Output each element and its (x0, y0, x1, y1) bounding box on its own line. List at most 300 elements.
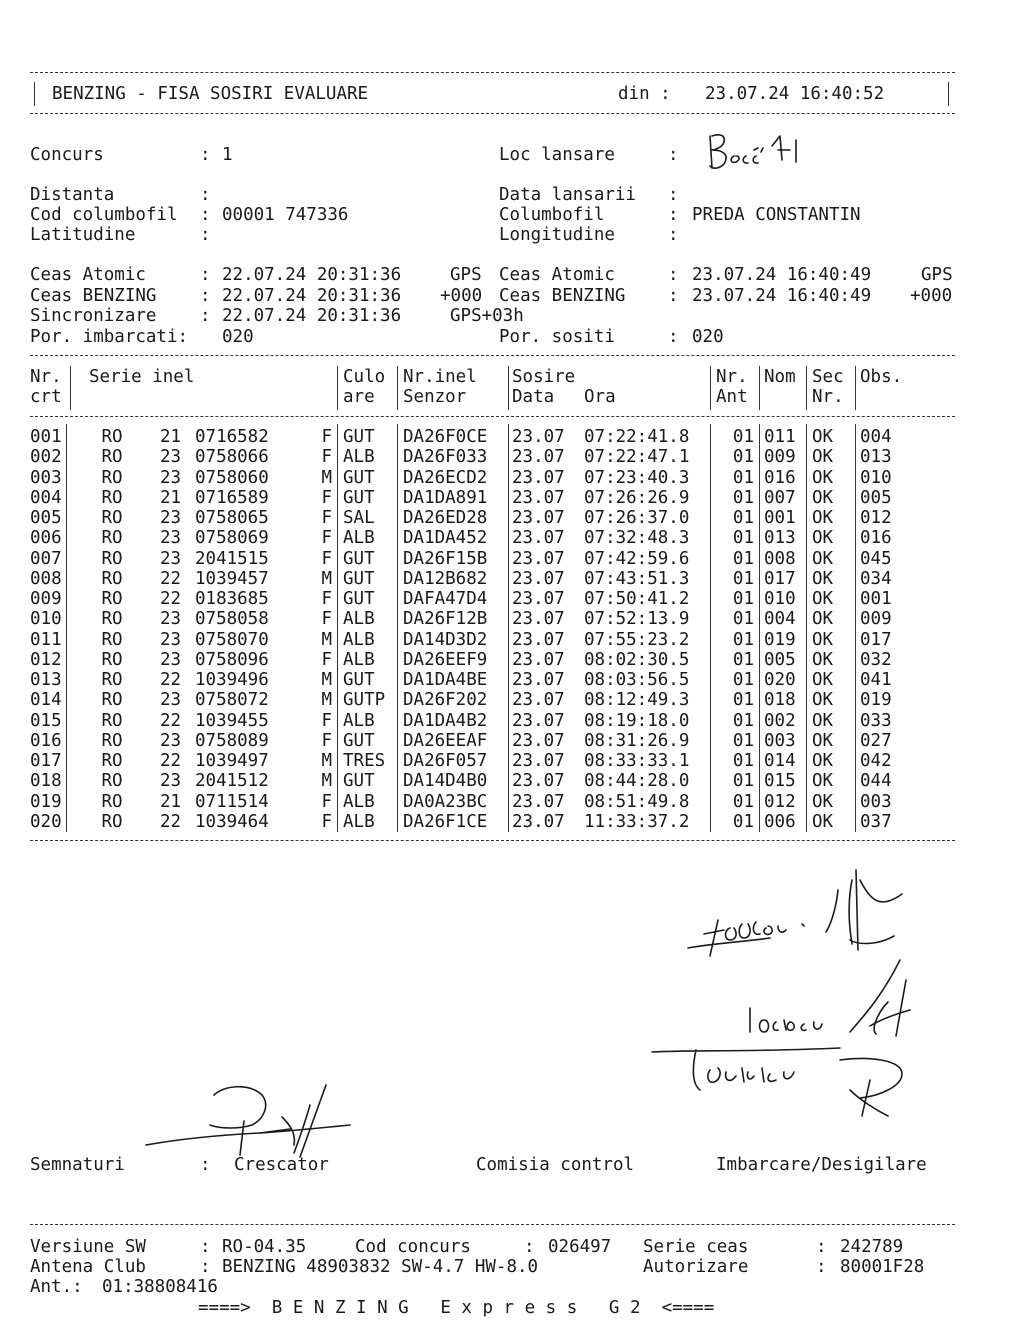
cell-sex: M (321, 690, 332, 711)
cell-color: ALB (343, 811, 375, 832)
column-divider (337, 366, 338, 410)
cell-sex: M (321, 467, 332, 488)
cell-color: GUTP (343, 690, 386, 711)
autorizare-colon: : (816, 1257, 827, 1277)
cell-date: 23.07 (512, 447, 565, 468)
cod-concurs-value: 026497 (548, 1237, 612, 1257)
column-divider (508, 424, 509, 832)
cell-year: 23 (160, 649, 182, 670)
loc-lansare-handwriting (700, 126, 830, 174)
column-divider (337, 424, 338, 832)
cell-ant: 01 (732, 609, 754, 630)
cell-sec: OK (812, 629, 834, 650)
header-bottom-rule (30, 113, 955, 114)
cell-nr-crt: 004 (30, 487, 62, 508)
cell-date: 23.07 (512, 670, 565, 690)
cell-country: RO (101, 427, 123, 447)
cell-time: 07:42:59.6 (584, 548, 690, 569)
cell-time: 07:26:26.9 (584, 487, 690, 508)
table-bottom-rule (30, 840, 955, 841)
cell-ant: 01 (732, 589, 754, 609)
cell-date: 23.07 (512, 629, 565, 650)
cell-nr-crt: 002 (30, 447, 62, 468)
cell-nr-crt: 003 (30, 467, 62, 488)
cell-ant: 01 (732, 568, 754, 589)
cell-obs: 010 (860, 467, 892, 488)
cell-sec: OK (812, 467, 834, 488)
cell-time: 07:43:51.3 (584, 568, 690, 589)
cell-sec: OK (812, 771, 834, 792)
cell-sensor: DA0A23BC (403, 791, 488, 812)
cell-time: 11:33:37.2 (584, 811, 690, 832)
cell-color: GUT (343, 568, 375, 589)
cell-country: RO (101, 629, 123, 650)
right-clock-colon: : (668, 265, 679, 285)
cell-nr-crt: 009 (30, 589, 62, 609)
cod-columbofil-colon: : (200, 205, 211, 225)
cell-color: GUT (343, 548, 375, 569)
col-header-nr-inel: Nr.inel (403, 367, 477, 387)
cell-nr-crt: 015 (30, 710, 62, 731)
cell-sec: OK (812, 690, 834, 711)
cell-obs: 041 (860, 670, 892, 690)
brand-line: ====> B E N Z I N G E x p r e s s G 2 <==== (198, 1298, 715, 1318)
cell-nr-crt: 010 (30, 609, 62, 630)
cell-ring-no: 0716582 (195, 427, 269, 447)
cell-nom: 020 (764, 670, 796, 690)
cell-sensor: DA14D4B0 (403, 771, 488, 792)
commission-signature-3 (640, 1020, 930, 1130)
cell-sex: F (321, 528, 332, 549)
data-lansarii-label: Data lansarii (499, 185, 636, 205)
cod-columbofil-label: Cod columbofil (30, 205, 178, 225)
antena-club-colon: : (200, 1257, 211, 1277)
cell-sensor: DA26EEAF (403, 730, 488, 751)
columbofil-colon: : (668, 205, 679, 225)
cell-ring-no: 0758089 (195, 730, 269, 751)
left-clock-label: Ceas Atomic (30, 265, 146, 285)
column-divider (710, 366, 711, 410)
column-divider (806, 366, 807, 410)
cell-date: 23.07 (512, 771, 565, 792)
cell-sensor: DA1DA4BE (403, 670, 488, 690)
por-sositi-colon: : (668, 327, 679, 347)
cell-obs: 004 (860, 427, 892, 447)
crescator-signature (140, 1075, 360, 1160)
cell-country: RO (101, 649, 123, 670)
cell-nr-crt: 019 (30, 791, 62, 812)
cell-country: RO (101, 508, 123, 528)
cell-sex: F (321, 730, 332, 751)
cell-nom: 016 (764, 467, 796, 488)
ant-label: Ant.: (30, 1277, 83, 1297)
left-clock-suffix: +000 (440, 286, 483, 306)
cell-ring-no: 0758096 (195, 649, 269, 670)
cell-nom: 015 (764, 771, 796, 792)
cell-year: 22 (160, 589, 182, 609)
cell-sec: OK (812, 589, 834, 609)
cell-ant: 01 (732, 730, 754, 751)
cell-country: RO (101, 589, 123, 609)
cell-color: TRES (343, 751, 386, 771)
cell-obs: 034 (860, 568, 892, 589)
por-sositi-label: Por. sositi (499, 327, 615, 347)
cell-nr-crt: 007 (30, 548, 62, 569)
cell-country: RO (101, 528, 123, 549)
column-divider (759, 366, 760, 410)
cell-obs: 003 (860, 791, 892, 812)
cell-year: 23 (160, 629, 182, 650)
cell-sex: F (321, 548, 332, 569)
cell-nom: 019 (764, 629, 796, 650)
cell-ring-no: 0758072 (195, 690, 269, 711)
cell-sex: F (321, 710, 332, 731)
cell-ant: 01 (732, 811, 754, 832)
cell-country: RO (101, 730, 123, 751)
cell-obs: 033 (860, 710, 892, 731)
serie-ceas-label: Serie ceas (643, 1237, 749, 1257)
column-divider (397, 366, 398, 410)
por-imbarcati-label: Por. imbarcati: (30, 327, 189, 347)
cell-obs: 027 (860, 730, 892, 751)
cell-time: 07:22:47.1 (584, 447, 690, 468)
cell-country: RO (101, 548, 123, 569)
right-clock-suffix: +000 (910, 286, 953, 306)
cell-obs: 012 (860, 508, 892, 528)
imbarcare-desigilare-label: Imbarcare/Desigilare (716, 1155, 927, 1175)
cell-sensor: DA26ECD2 (403, 467, 488, 488)
cell-sex: F (321, 487, 332, 508)
cell-nom: 018 (764, 690, 796, 711)
cell-ant: 01 (732, 427, 754, 447)
cell-sex: F (321, 447, 332, 468)
cod-columbofil-value: 00001 747336 (222, 205, 349, 225)
cell-color: ALB (343, 649, 375, 670)
col-header-serie-inel: Serie inel (89, 367, 195, 387)
cell-sensor: DAFA47D4 (403, 589, 488, 609)
cell-ring-no: 0183685 (195, 589, 269, 609)
cell-sec: OK (812, 609, 834, 630)
cell-sensor: DA14D3D2 (403, 629, 488, 650)
cell-sec: OK (812, 548, 834, 569)
col-header-nr: Nr. (30, 367, 62, 387)
cell-year: 22 (160, 670, 182, 690)
cell-ant: 01 (732, 508, 754, 528)
cell-sec: OK (812, 447, 834, 468)
cell-country: RO (101, 487, 123, 508)
cell-color: GUT (343, 771, 375, 792)
top-dashed-rule (30, 72, 955, 73)
column-divider (710, 424, 711, 832)
cell-country: RO (101, 568, 123, 589)
cell-nr-crt: 017 (30, 751, 62, 771)
cell-color: SAL (343, 508, 375, 528)
cell-time: 08:03:56.5 (584, 670, 690, 690)
cell-color: GUT (343, 730, 375, 751)
cell-nr-crt: 006 (30, 528, 62, 549)
cell-obs: 019 (860, 690, 892, 711)
cell-time: 07:23:40.3 (584, 467, 690, 488)
right-clock-label: Ceas BENZING (499, 286, 626, 306)
cell-year: 23 (160, 548, 182, 569)
left-clock-value: 22.07.24 20:31:36 (222, 306, 402, 326)
cell-date: 23.07 (512, 548, 565, 569)
cell-year: 23 (160, 690, 182, 711)
col-header-ant: Ant (716, 387, 748, 407)
cell-sensor: DA26ED28 (403, 508, 488, 528)
crescator-label: Crescator (234, 1155, 329, 1175)
cell-obs: 005 (860, 487, 892, 508)
cell-country: RO (101, 609, 123, 630)
ant-value: 01:38808416 (102, 1277, 218, 1297)
cell-year: 21 (160, 487, 182, 508)
cell-date: 23.07 (512, 791, 565, 812)
cell-nom: 002 (764, 710, 796, 731)
cell-sensor: DA26F033 (403, 447, 488, 468)
cell-sex: F (321, 508, 332, 528)
cell-nr-crt: 008 (30, 568, 62, 589)
cell-sex: F (321, 609, 332, 630)
cell-date: 23.07 (512, 751, 565, 771)
versiune-sw-label: Versiune SW (30, 1237, 146, 1257)
cell-country: RO (101, 670, 123, 690)
cell-country: RO (101, 710, 123, 731)
left-clock-value: 22.07.24 20:31:36 (222, 265, 402, 285)
cell-color: ALB (343, 528, 375, 549)
cell-obs: 017 (860, 629, 892, 650)
cell-color: ALB (343, 447, 375, 468)
cell-nom: 012 (764, 791, 796, 812)
cell-ant: 01 (732, 548, 754, 569)
cell-year: 23 (160, 467, 182, 488)
column-divider (397, 424, 398, 832)
cell-ring-no: 2041515 (195, 548, 269, 569)
cell-time: 08:51:49.8 (584, 791, 690, 812)
cell-date: 23.07 (512, 467, 565, 488)
cell-ring-no: 1039496 (195, 670, 269, 690)
cell-sex: F (321, 427, 332, 447)
cell-ant: 01 (732, 751, 754, 771)
por-imbarcati-value: 020 (222, 327, 254, 347)
cell-nom: 003 (764, 730, 796, 751)
cell-sensor: DA1DA452 (403, 528, 488, 549)
distanta-colon: : (200, 185, 211, 205)
serie-ceas-value: 242789 (840, 1237, 904, 1257)
cod-concurs-label: Cod concurs (355, 1237, 471, 1257)
cell-sec: OK (812, 791, 834, 812)
cell-nr-crt: 013 (30, 670, 62, 690)
cell-nom: 006 (764, 811, 796, 832)
cell-time: 07:52:13.9 (584, 609, 690, 630)
col-header-obs: Obs. (860, 367, 903, 387)
cell-color: ALB (343, 791, 375, 812)
cell-date: 23.07 (512, 690, 565, 711)
cell-ring-no: 0716589 (195, 487, 269, 508)
cell-sec: OK (812, 710, 834, 731)
distanta-label: Distanta (30, 185, 115, 205)
cell-sensor: DA26F12B (403, 609, 488, 630)
cell-year: 21 (160, 427, 182, 447)
cell-sex: F (321, 589, 332, 609)
left-clock-value: 22.07.24 20:31:36 (222, 286, 402, 306)
cell-sex: M (321, 568, 332, 589)
cell-year: 23 (160, 447, 182, 468)
cell-ant: 01 (732, 447, 754, 468)
cell-sec: OK (812, 730, 834, 751)
column-divider (70, 366, 71, 410)
cell-country: RO (101, 690, 123, 711)
antena-club-value: BENZING 48903832 SW-4.7 HW-8.0 (222, 1257, 539, 1277)
semnaturi-colon: : (200, 1155, 211, 1175)
col-header-culoare: Culo (343, 367, 386, 387)
cell-nr-crt: 001 (30, 427, 62, 447)
cell-country: RO (101, 751, 123, 771)
cell-color: ALB (343, 710, 375, 731)
left-clock-colon: : (200, 306, 211, 326)
col-header-nr-ant: Nr. (716, 367, 748, 387)
comisia-control-label: Comisia control (476, 1155, 635, 1175)
cell-nom: 008 (764, 548, 796, 569)
cell-sec: OK (812, 528, 834, 549)
cell-color: GUT (343, 487, 375, 508)
cell-sensor: DA26F202 (403, 690, 488, 711)
cell-time: 07:32:48.3 (584, 528, 690, 549)
cell-year: 23 (160, 528, 182, 549)
autorizare-label: Autorizare (643, 1257, 749, 1277)
left-clock-colon: : (200, 286, 211, 306)
right-clock-suffix: GPS (921, 265, 953, 285)
cell-color: ALB (343, 609, 375, 630)
cell-ring-no: 1039455 (195, 710, 269, 731)
col-header-crt: crt (30, 387, 62, 407)
cell-ant: 01 (732, 791, 754, 812)
cell-ant: 01 (732, 487, 754, 508)
versiune-sw-colon: : (200, 1237, 211, 1257)
cell-nr-crt: 016 (30, 730, 62, 751)
cell-country: RO (101, 771, 123, 792)
antena-club-label: Antena Club (30, 1257, 146, 1277)
cell-ant: 01 (732, 670, 754, 690)
cell-country: RO (101, 811, 123, 832)
cell-ring-no: 0711514 (195, 791, 269, 812)
por-sositi-value: 020 (692, 327, 724, 347)
versiune-sw-value: RO-04.35 (222, 1237, 307, 1257)
cell-sensor: DA26EEF9 (403, 649, 488, 670)
cell-time: 08:33:33.1 (584, 751, 690, 771)
cell-year: 22 (160, 811, 182, 832)
column-divider (66, 424, 67, 832)
cell-time: 08:02:30.5 (584, 649, 690, 670)
din-label: din : (618, 84, 671, 104)
cell-nom: 010 (764, 589, 796, 609)
cell-nr-crt: 018 (30, 771, 62, 792)
cell-sensor: DA1DA4B2 (403, 710, 488, 731)
table-header-rule (30, 416, 955, 417)
latitudine-label: Latitudine (30, 225, 136, 245)
report-title: BENZING - FISA SOSIRI EVALUARE (52, 84, 369, 104)
cell-date: 23.07 (512, 487, 565, 508)
cell-time: 07:22:41.8 (584, 427, 690, 447)
cell-sec: OK (812, 427, 834, 447)
cell-obs: 032 (860, 649, 892, 670)
report-datetime: 23.07.24 16:40:52 (705, 84, 885, 104)
cell-date: 23.07 (512, 589, 565, 609)
cell-color: GUT (343, 670, 375, 690)
cell-sec: OK (812, 811, 834, 832)
cell-sex: M (321, 771, 332, 792)
column-divider (759, 424, 760, 832)
data-lansarii-colon: : (668, 185, 679, 205)
cell-year: 22 (160, 751, 182, 771)
cell-sex: M (321, 751, 332, 771)
cell-obs: 044 (860, 771, 892, 792)
longitudine-label: Longitudine (499, 225, 615, 245)
cell-time: 08:19:18.0 (584, 710, 690, 731)
cell-sex: F (321, 649, 332, 670)
cell-sec: OK (812, 487, 834, 508)
cell-obs: 001 (860, 589, 892, 609)
cell-year: 23 (160, 508, 182, 528)
cell-nom: 004 (764, 609, 796, 630)
autorizare-value: 80001F28 (840, 1257, 925, 1277)
left-clock-suffix: GPS (450, 265, 482, 285)
cell-date: 23.07 (512, 811, 565, 832)
header-left-border (34, 82, 35, 106)
col-header-ora: Ora (584, 387, 616, 407)
right-clock-colon: : (668, 286, 679, 306)
cell-year: 23 (160, 609, 182, 630)
footer-top-rule (30, 1224, 955, 1225)
cell-ant: 01 (732, 710, 754, 731)
cell-year: 22 (160, 568, 182, 589)
cell-country: RO (101, 791, 123, 812)
cell-obs: 037 (860, 811, 892, 832)
cell-nr-crt: 005 (30, 508, 62, 528)
cell-obs: 042 (860, 751, 892, 771)
left-clock-label: Ceas BENZING (30, 286, 157, 306)
cell-ant: 01 (732, 771, 754, 792)
cell-color: GUT (343, 427, 375, 447)
cell-sensor: DA26F0CE (403, 427, 488, 447)
cell-sec: OK (812, 751, 834, 771)
cell-time: 08:31:26.9 (584, 730, 690, 751)
cell-sensor: DA26F1CE (403, 811, 488, 832)
cell-sec: OK (812, 670, 834, 690)
cell-sex: M (321, 629, 332, 650)
column-divider (806, 424, 807, 832)
cell-obs: 009 (860, 609, 892, 630)
cell-sex: F (321, 791, 332, 812)
left-clock-label: Sincronizare (30, 306, 157, 326)
cell-ant: 01 (732, 649, 754, 670)
serie-ceas-colon: : (816, 1237, 827, 1257)
cell-date: 23.07 (512, 568, 565, 589)
columbofil-value: PREDA CONSTANTIN (692, 205, 861, 225)
cell-date: 23.07 (512, 710, 565, 731)
cell-date: 23.07 (512, 649, 565, 670)
cell-country: RO (101, 447, 123, 468)
column-divider (855, 366, 856, 410)
cell-time: 07:26:37.0 (584, 508, 690, 528)
cell-year: 22 (160, 710, 182, 731)
col-header-senzor: Senzor (403, 387, 467, 407)
loc-lansare-label: Loc lansare (499, 145, 615, 165)
cell-nom: 013 (764, 528, 796, 549)
cell-nr-crt: 020 (30, 811, 62, 832)
left-clock-suffix: GPS+03h (450, 306, 524, 326)
latitudine-colon: : (200, 225, 211, 245)
right-clock-value: 23.07.24 16:40:49 (692, 286, 872, 306)
